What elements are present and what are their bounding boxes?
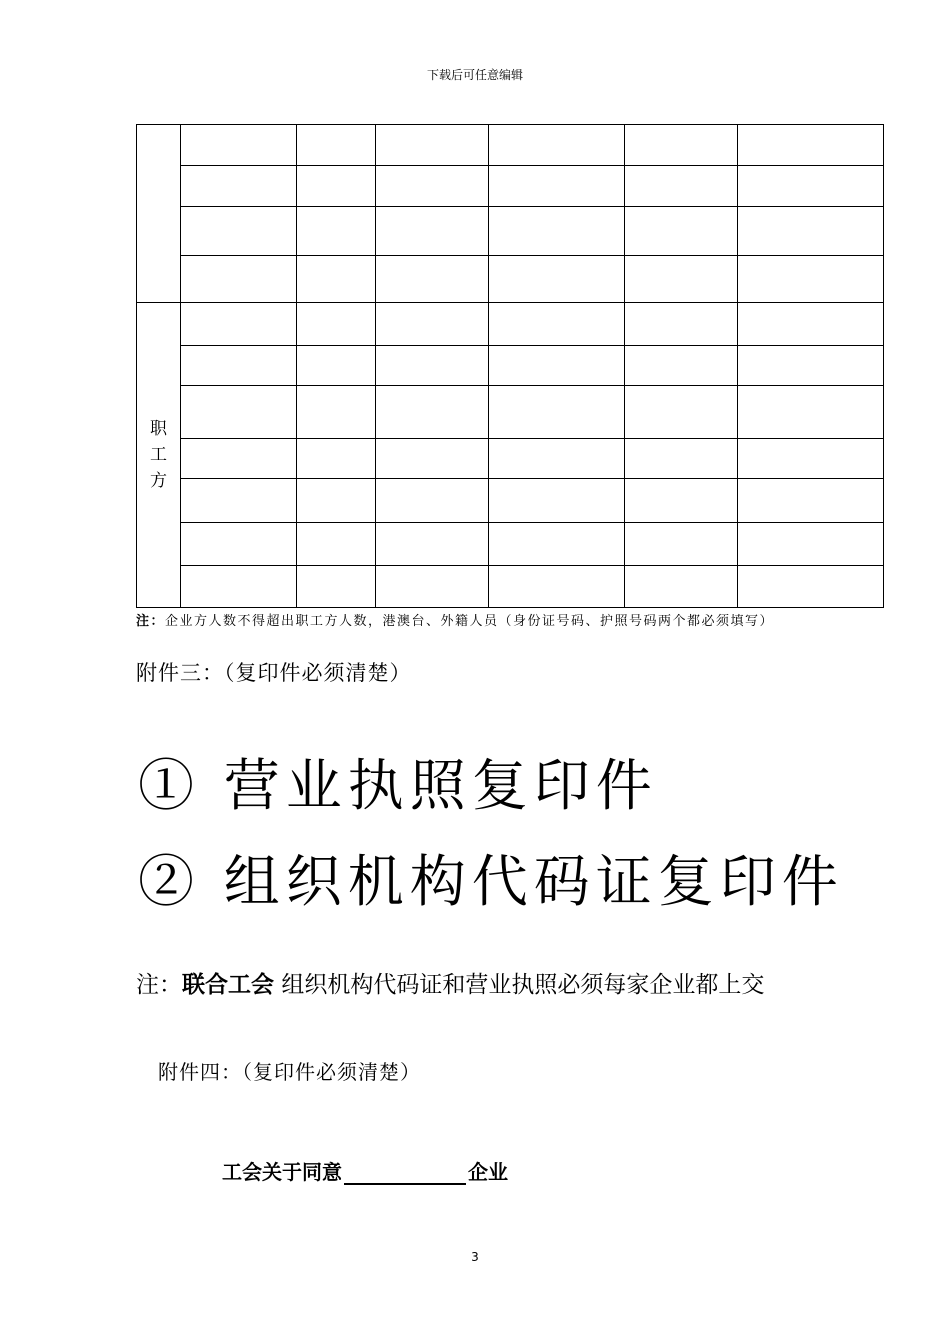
table-row — [137, 479, 884, 523]
organization-code-item: ② 组织机构代码证复印件 — [138, 850, 844, 915]
table-cell[interactable] — [625, 523, 738, 566]
table-cell[interactable] — [181, 479, 297, 523]
table-cell[interactable] — [738, 125, 884, 166]
table-cell[interactable] — [181, 166, 297, 207]
business-license-item: ① 营业执照复印件 — [138, 754, 658, 819]
table-cell[interactable] — [738, 479, 884, 523]
enterprise-side-label — [137, 125, 181, 303]
table-cell[interactable] — [625, 566, 738, 608]
table-cell[interactable] — [489, 207, 625, 256]
table-cell[interactable] — [181, 346, 297, 386]
table-cell[interactable] — [376, 256, 489, 303]
table-cell[interactable] — [376, 346, 489, 386]
table-cell[interactable] — [297, 125, 376, 166]
table-cell[interactable] — [738, 346, 884, 386]
table-cell[interactable] — [376, 479, 489, 523]
roster-table — [136, 124, 884, 608]
consent-title — [222, 1156, 508, 1185]
table-row — [137, 439, 884, 479]
table-cell[interactable] — [376, 303, 489, 346]
table-cell[interactable] — [489, 439, 625, 479]
table-cell[interactable] — [738, 256, 884, 303]
table-cell[interactable] — [181, 523, 297, 566]
table-cell[interactable] — [297, 566, 376, 608]
table-cell[interactable] — [297, 207, 376, 256]
table-cell[interactable] — [181, 125, 297, 166]
table-cell[interactable] — [376, 439, 489, 479]
table-cell[interactable] — [625, 166, 738, 207]
consent-prefix: 工会关于同意 — [222, 1160, 342, 1184]
page-number: 3 — [471, 1250, 479, 1264]
table-cell[interactable] — [738, 386, 884, 439]
table-cell[interactable] — [625, 303, 738, 346]
table-cell[interactable] — [738, 303, 884, 346]
table-cell[interactable] — [297, 166, 376, 207]
table-cell[interactable] — [738, 523, 884, 566]
table-cell[interactable] — [181, 256, 297, 303]
table-cell[interactable] — [376, 166, 489, 207]
table-cell[interactable] — [738, 166, 884, 207]
table-cell[interactable] — [625, 386, 738, 439]
note2-text: 组织机构代码证和营业执照必须每家企业都上交 — [281, 972, 765, 998]
table-cell[interactable] — [489, 386, 625, 439]
table-cell[interactable] — [297, 386, 376, 439]
note2-label: 注： — [136, 972, 182, 998]
table-cell[interactable] — [376, 523, 489, 566]
table-cell[interactable] — [181, 439, 297, 479]
note-label: 注： — [136, 614, 166, 629]
table-cell[interactable] — [489, 523, 625, 566]
federation-note — [136, 966, 764, 999]
table-cell[interactable] — [297, 303, 376, 346]
table-cell[interactable] — [738, 566, 884, 608]
table-cell[interactable] — [489, 479, 625, 523]
note2-bold: 联合工会 — [182, 972, 274, 998]
table-row — [137, 523, 884, 566]
table-row — [137, 207, 884, 256]
table-cell[interactable] — [181, 386, 297, 439]
table-cell[interactable] — [625, 125, 738, 166]
table-cell[interactable] — [489, 125, 625, 166]
table-cell[interactable] — [376, 386, 489, 439]
table-cell[interactable] — [625, 479, 738, 523]
table-cell[interactable] — [297, 479, 376, 523]
table-cell[interactable] — [181, 566, 297, 608]
table-cell[interactable] — [376, 207, 489, 256]
attachment-3-heading: 附件三：（复印件必须清楚） — [136, 661, 412, 685]
table-cell[interactable] — [625, 439, 738, 479]
table-cell[interactable] — [489, 566, 625, 608]
company-name-blank[interactable] — [344, 1161, 466, 1185]
table-cell[interactable] — [181, 303, 297, 346]
note-text: 企业方人数不得超出职工方人数，港澳台、外籍人员（身份证号码、护照号码两个都必须填写） — [165, 614, 775, 629]
table-row — [137, 125, 884, 166]
table-note — [136, 612, 846, 632]
table-cell[interactable] — [489, 166, 625, 207]
table-row — [137, 346, 884, 386]
table-cell[interactable] — [297, 439, 376, 479]
table-row — [137, 256, 884, 303]
consent-suffix: 企业 — [468, 1160, 508, 1184]
table-cell[interactable] — [376, 125, 489, 166]
table-row — [137, 386, 884, 439]
table-cell[interactable] — [625, 256, 738, 303]
table-cell[interactable] — [489, 256, 625, 303]
table-cell[interactable] — [297, 256, 376, 303]
table-cell[interactable] — [489, 303, 625, 346]
table-cell[interactable] — [181, 207, 297, 256]
table-cell[interactable] — [738, 439, 884, 479]
table-cell[interactable] — [376, 566, 489, 608]
table-cell[interactable] — [489, 346, 625, 386]
table-cell[interactable] — [625, 207, 738, 256]
table-row — [137, 303, 884, 346]
table-cell[interactable] — [738, 207, 884, 256]
table-row — [137, 166, 884, 207]
page-header: 下载后可任意编辑 — [426, 68, 523, 82]
attachment-4-heading: 附件四：（复印件必须清楚） — [158, 1060, 421, 1084]
employee-side-label: 职 工 方 — [137, 303, 181, 608]
table-cell[interactable] — [625, 346, 738, 386]
table-cell[interactable] — [297, 523, 376, 566]
table-cell[interactable] — [297, 346, 376, 386]
table-row — [137, 566, 884, 608]
